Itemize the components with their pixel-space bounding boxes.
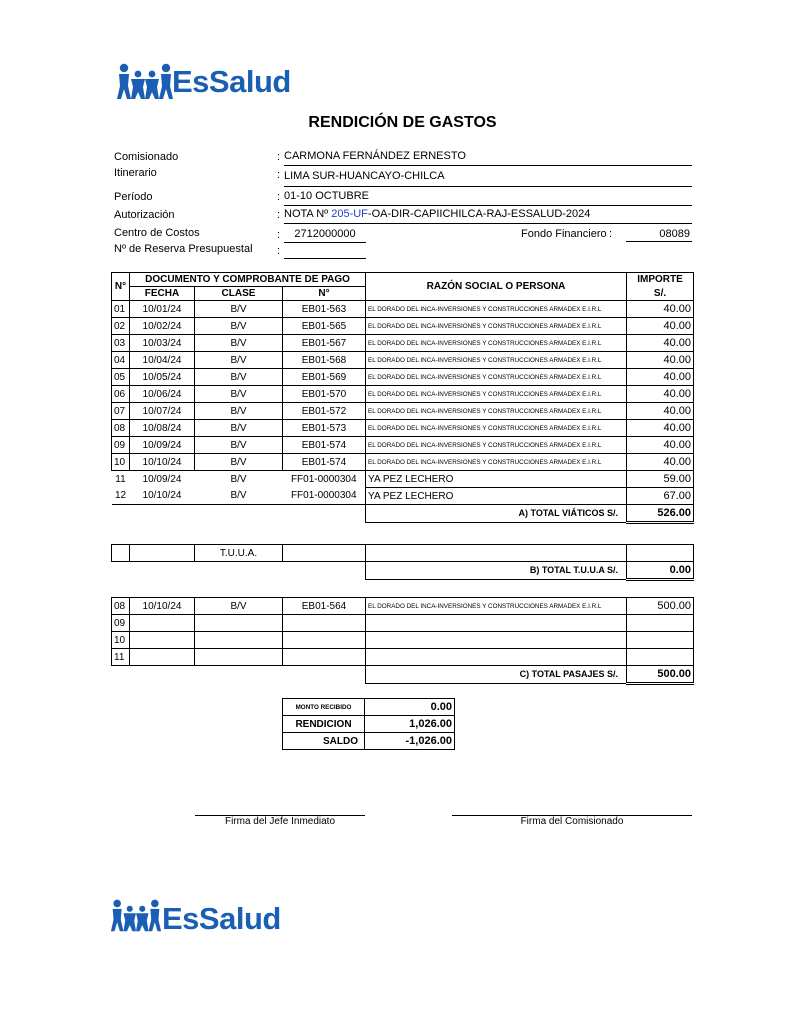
- col-header-n: N°: [112, 273, 130, 301]
- row-razon: [366, 649, 627, 666]
- row-n: 07: [112, 403, 130, 420]
- autorizacion-value: [284, 208, 692, 224]
- row-razon: EL DORADO DEL INCA-INVERSIONES Y CONSTRUCCIONES ARMADEX E.I.R.L: [366, 352, 627, 369]
- col-header-importe: IMPORTE: [627, 273, 694, 287]
- row-razon: EL DORADO DEL INCA-INVERSIONES Y CONSTRUCCIONES ARMADEX E.I.R.L: [366, 386, 627, 403]
- row-num: [283, 615, 366, 632]
- table-row: [112, 301, 694, 318]
- row-n: 01: [112, 301, 130, 318]
- viaticos-total-label: A) TOTAL VIÁTICOS S/.: [366, 505, 627, 523]
- monto-recibido-label: MONTO RECIBIDO: [283, 699, 365, 716]
- reserva-label: Nº de Reserva Presupuestal: [114, 243, 253, 255]
- col-header-moneda: S/.: [627, 287, 694, 301]
- fondo-label: Fondo Financiero: [521, 228, 607, 240]
- tuua-table: [111, 544, 694, 581]
- family-icon: [116, 62, 174, 102]
- row-clase: B/V: [195, 301, 283, 318]
- row-razon: EL DORADO DEL INCA-INVERSIONES Y CONSTRUCCIONES ARMADEX E.I.R.L: [366, 335, 627, 352]
- col-header-razon: RAZÓN SOCIAL O PERSONA: [366, 273, 627, 301]
- row-razon: EL DORADO DEL INCA-INVERSIONES Y CONSTRUCCIONES ARMADEX E.I.R.L: [366, 318, 627, 335]
- colon: :: [277, 209, 281, 221]
- row-razon: EL DORADO DEL INCA-INVERSIONES Y CONSTRUCCIONES ARMADEX E.I.R.L: [366, 369, 627, 386]
- row-fecha: 10/05/24: [130, 369, 195, 386]
- pasajes-rows: [112, 598, 694, 666]
- rendicion-label: RENDICION: [283, 716, 365, 733]
- row-razon: [366, 615, 627, 632]
- col-header-fecha: FECHA: [130, 287, 195, 301]
- row-clase: B/V: [195, 369, 283, 386]
- row-num: EB01-574: [283, 437, 366, 454]
- signature-label-comisionado: Firma del Comisionado: [520, 816, 624, 827]
- row-fecha: 10/10/24: [130, 454, 195, 471]
- row-n: 09: [112, 615, 130, 632]
- colon: :: [277, 151, 281, 163]
- table-row: [112, 454, 694, 471]
- row-num: EB01-572: [283, 403, 366, 420]
- summary-table: [282, 698, 455, 750]
- table-row: [112, 615, 694, 632]
- family-icon: [110, 898, 162, 934]
- viaticos-total-value: 526.00: [627, 505, 694, 523]
- row-importe: 500.00: [627, 598, 694, 615]
- row-clase: B/V: [195, 454, 283, 471]
- row-clase: B/V: [195, 352, 283, 369]
- centro-costos-label: Centro de Costos: [114, 227, 200, 239]
- table-row: [112, 632, 694, 649]
- row-num: FF01-0000304: [283, 488, 366, 505]
- row-fecha: 10/08/24: [130, 420, 195, 437]
- row-clase: B/V: [195, 335, 283, 352]
- row-num: EB01-564: [283, 598, 366, 615]
- row-importe: [627, 632, 694, 649]
- row-clase: B/V: [195, 386, 283, 403]
- row-num: [283, 649, 366, 666]
- colon: :: [277, 245, 281, 257]
- row-n: 08: [112, 598, 130, 615]
- comisionado-value: CARMONA FERNÁNDEZ ERNESTO: [284, 150, 692, 166]
- periodo-value: 01-10 OCTUBRE: [284, 190, 692, 206]
- colon: :: [277, 169, 281, 181]
- table-row: [112, 420, 694, 437]
- row-razon: YA PEZ LECHERO: [366, 488, 627, 505]
- row-n: 02: [112, 318, 130, 335]
- row-razon: EL DORADO DEL INCA-INVERSIONES Y CONSTRUCCIONES ARMADEX E.I.R.L: [366, 454, 627, 471]
- row-importe: 40.00: [627, 335, 694, 352]
- row-importe: 40.00: [627, 420, 694, 437]
- row-n: 10: [112, 632, 130, 649]
- row-razon: EL DORADO DEL INCA-INVERSIONES Y CONSTRUCCIONES ARMADEX E.I.R.L: [366, 403, 627, 420]
- autorizacion-number: 205-UF: [331, 208, 368, 220]
- row-clase: [195, 632, 283, 649]
- row-n: 09: [112, 437, 130, 454]
- row-num: FF01-0000304: [290, 473, 357, 485]
- row-n: 04: [112, 352, 130, 369]
- table-row: [112, 471, 694, 488]
- page-title: RENDICIÓN DE GASTOS: [308, 114, 497, 131]
- comisionado-label: Comisionado: [114, 151, 179, 163]
- row-clase: B/V: [230, 473, 247, 485]
- autorizacion-label: Autorización: [114, 209, 175, 221]
- row-num: [283, 632, 366, 649]
- row-fecha: 10/01/24: [130, 301, 195, 318]
- row-fecha: [130, 649, 195, 666]
- colon: :: [277, 191, 281, 203]
- row-importe: 40.00: [627, 318, 694, 335]
- table-row: [112, 598, 694, 615]
- row-clase: B/V: [195, 403, 283, 420]
- tuua-importe: [627, 545, 694, 562]
- pasajes-total-value: 500.00: [627, 666, 694, 684]
- row-num: EB01-563: [283, 301, 366, 318]
- row-fecha: 10/03/24: [130, 335, 195, 352]
- fondo-value: 08089: [626, 228, 692, 242]
- col-header-doc: DOCUMENTO Y COMPROBANTE DE PAGO: [130, 273, 366, 287]
- saldo-label: SALDO: [283, 733, 365, 750]
- row-num: EB01-568: [283, 352, 366, 369]
- row-razon: EL DORADO DEL INCA-INVERSIONES Y CONSTRUCCIONES ARMADEX E.I.R.L: [366, 437, 627, 454]
- table-row: [112, 649, 694, 666]
- tuua-fecha: [130, 545, 195, 562]
- row-razon: EL DORADO DEL INCA-INVERSIONES Y CONSTRUCCIONES ARMADEX E.I.R.L: [366, 598, 627, 615]
- row-n: 08: [112, 420, 130, 437]
- logo-wordmark: EsSalud: [162, 901, 281, 936]
- essalud-logo: [116, 62, 291, 102]
- row-num: EB01-567: [283, 335, 366, 352]
- row-n: 10: [112, 454, 130, 471]
- row-clase: B/V: [195, 420, 283, 437]
- row-clase: B/V: [195, 437, 283, 454]
- row-fecha: 10/06/24: [130, 386, 195, 403]
- monto-recibido-value: 0.00: [365, 699, 455, 716]
- row-razon: [366, 632, 627, 649]
- table-row: [112, 369, 694, 386]
- row-fecha: 10/04/24: [130, 352, 195, 369]
- tuua-total-label: B) TOTAL T.U.U.A S/.: [366, 562, 627, 580]
- viaticos-table: [111, 272, 694, 524]
- row-num: EB01-574: [283, 454, 366, 471]
- row-fecha: 10/10/24: [130, 598, 195, 615]
- row-razon: EL DORADO DEL INCA-INVERSIONES Y CONSTRUCCIONES ARMADEX E.I.R.L: [366, 301, 627, 318]
- row-n: 03: [112, 335, 130, 352]
- row-razon: EL DORADO DEL INCA-INVERSIONES Y CONSTRUCCIONES ARMADEX E.I.R.L: [366, 420, 627, 437]
- row-fecha: 10/02/24: [130, 318, 195, 335]
- colon: :: [277, 229, 281, 241]
- row-importe: [627, 615, 694, 632]
- total-row: [112, 505, 694, 523]
- row-importe: 40.00: [627, 437, 694, 454]
- row-n: 12: [114, 490, 127, 502]
- tuua-n: [112, 545, 130, 562]
- table-row: [112, 403, 694, 420]
- row-importe: 59.00: [627, 471, 694, 488]
- row-n: 05: [112, 369, 130, 386]
- row-fecha: 10/09/24: [130, 437, 195, 454]
- table-row: [112, 437, 694, 454]
- table-row: [112, 352, 694, 369]
- row-fecha: 10/07/24: [130, 403, 195, 420]
- colon: :: [609, 228, 613, 240]
- row-importe: 40.00: [627, 301, 694, 318]
- row-clase: B/V: [195, 598, 283, 615]
- tuua-total-value: 0.00: [627, 562, 694, 580]
- tuua-num: [283, 545, 366, 562]
- row-importe: 40.00: [627, 454, 694, 471]
- row-clase: B/V: [230, 490, 247, 502]
- row-n: 06: [112, 386, 130, 403]
- row-importe: 40.00: [627, 352, 694, 369]
- table-row: [112, 335, 694, 352]
- row-importe: 40.00: [627, 369, 694, 386]
- centro-costos-value: 2712000000: [284, 228, 366, 243]
- row-importe: 67.00: [627, 488, 694, 505]
- row-num: EB01-565: [283, 318, 366, 335]
- row-num: EB01-570: [283, 386, 366, 403]
- row-importe: [627, 649, 694, 666]
- row-razon: YA PEZ LECHERO: [366, 471, 627, 488]
- table-row: [112, 488, 694, 505]
- footer-logo: [110, 898, 290, 936]
- signature-label-jefe: Firma del Jefe Inmediato: [224, 816, 336, 827]
- tuua-razon: [366, 545, 627, 562]
- col-header-num: N°: [283, 287, 366, 301]
- tuua-clase: T.U.U.A.: [195, 545, 283, 562]
- row-fecha: 10/10/24: [142, 490, 182, 502]
- pasajes-total-label: C) TOTAL PASAJES S/.: [366, 666, 627, 684]
- itinerario-label: Itinerario: [114, 167, 157, 179]
- row-fecha: [130, 615, 195, 632]
- pasajes-table: [111, 597, 694, 685]
- row-fecha: 10/09/24: [142, 473, 182, 485]
- row-clase: [195, 649, 283, 666]
- row-n: 11: [112, 649, 130, 666]
- autorizacion-prefix: NOTA Nº: [284, 208, 329, 220]
- col-header-clase: CLASE: [195, 287, 283, 301]
- viaticos-rows: [112, 301, 694, 523]
- rendicion-value: 1,026.00: [365, 716, 455, 733]
- row-clase: [195, 615, 283, 632]
- table-row: [112, 318, 694, 335]
- row-fecha: [130, 632, 195, 649]
- saldo-value: -1,026.00: [365, 733, 455, 750]
- periodo-label: Período: [114, 191, 153, 203]
- table-row: [112, 386, 694, 403]
- row-num: EB01-573: [283, 420, 366, 437]
- row-clase: B/V: [195, 318, 283, 335]
- row-importe: 40.00: [627, 386, 694, 403]
- row-num: EB01-569: [283, 369, 366, 386]
- row-importe: 40.00: [627, 403, 694, 420]
- reserva-value: [284, 244, 366, 259]
- itinerario-value: LIMA SUR-HUANCAYO-CHILCA: [284, 170, 692, 187]
- autorizacion-suffix: -OA-DIR-CAPIICHILCA-RAJ-ESSALUD-2024: [367, 208, 591, 220]
- row-n: 11: [115, 473, 126, 485]
- logo-wordmark: EsSalud: [172, 64, 291, 99]
